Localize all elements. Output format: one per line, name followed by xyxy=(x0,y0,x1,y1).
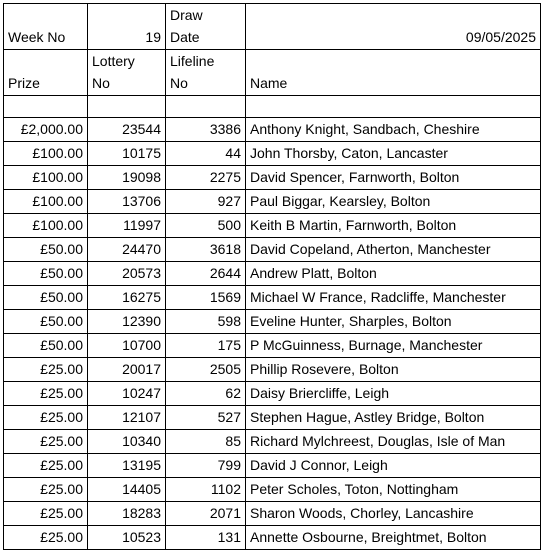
name-cell: David Spencer, Farnworth, Bolton xyxy=(246,166,541,190)
lottery-number-cell: 11997 xyxy=(88,214,166,238)
table-row xyxy=(4,334,541,358)
name-cell: Daisy Briercliffe, Leigh xyxy=(246,382,541,406)
name-cell: David J Connor, Leigh xyxy=(246,454,541,478)
prize-cell: £50.00 xyxy=(4,334,88,358)
lifeline-number-cell: 85 xyxy=(166,430,246,454)
prize-cell: £50.00 xyxy=(4,238,88,262)
name-cell: John Thorsby, Caton, Lancaster xyxy=(246,142,541,166)
results-table xyxy=(3,3,541,550)
lottery-number-cell: 13195 xyxy=(88,454,166,478)
prize-cell: £50.00 xyxy=(4,262,88,286)
name-cell: Andrew Platt, Bolton xyxy=(246,262,541,286)
prize-cell: £25.00 xyxy=(4,406,88,430)
prize-cell: £100.00 xyxy=(4,214,88,238)
name-cell: P McGuinness, Burnage, Manchester xyxy=(246,334,541,358)
name-cell: Sharon Woods, Chorley, Lancashire xyxy=(246,502,541,526)
prize-cell: £25.00 xyxy=(4,430,88,454)
column-header-prize: Prize xyxy=(4,50,88,96)
lifeline-number-cell: 598 xyxy=(166,310,246,334)
name-cell: Paul Biggar, Kearsley, Bolton xyxy=(246,190,541,214)
prize-cell: £50.00 xyxy=(4,310,88,334)
prize-cell: £25.00 xyxy=(4,382,88,406)
prize-cell: £25.00 xyxy=(4,358,88,382)
prize-cell: £50.00 xyxy=(4,286,88,310)
blank-row xyxy=(4,96,541,118)
lifeline-number-cell: 2505 xyxy=(166,358,246,382)
table-row xyxy=(4,286,541,310)
name-cell: Richard Mylchreest, Douglas, Isle of Man xyxy=(246,430,541,454)
lottery-number-cell: 23544 xyxy=(88,118,166,142)
lottery-number-cell: 12107 xyxy=(88,406,166,430)
column-header-lifeline xyxy=(166,50,246,96)
lifeline-number-cell: 2644 xyxy=(166,262,246,286)
lifeline-number-cell: 799 xyxy=(166,454,246,478)
lottery-number-cell: 18283 xyxy=(88,502,166,526)
table-row xyxy=(4,118,541,142)
lottery-number-cell: 13706 xyxy=(88,190,166,214)
prize-cell: £100.00 xyxy=(4,142,88,166)
blank-cell xyxy=(166,96,246,118)
column-header-lottery-line2: No xyxy=(92,75,110,91)
table-row xyxy=(4,478,541,502)
lifeline-number-cell: 927 xyxy=(166,190,246,214)
blank-cell xyxy=(4,96,88,118)
name-cell: Eveline Hunter, Sharples, Bolton xyxy=(246,310,541,334)
lottery-number-cell: 10175 xyxy=(88,142,166,166)
name-cell: Annette Osbourne, Breightmet, Bolton xyxy=(246,526,541,550)
table-row xyxy=(4,526,541,550)
lifeline-number-cell: 2275 xyxy=(166,166,246,190)
prize-cell: £25.00 xyxy=(4,526,88,550)
draw-date-value: 09/05/2025 xyxy=(246,4,541,50)
lottery-number-cell: 10247 xyxy=(88,382,166,406)
column-header-lifeline-line2: No xyxy=(170,75,188,91)
table-row xyxy=(4,310,541,334)
table-row xyxy=(4,382,541,406)
lottery-number-cell: 12390 xyxy=(88,310,166,334)
table-row xyxy=(4,142,541,166)
name-cell: David Copeland, Atherton, Manchester xyxy=(246,238,541,262)
lifeline-number-cell: 175 xyxy=(166,334,246,358)
blank-cell xyxy=(88,96,166,118)
table-row xyxy=(4,262,541,286)
prize-cell: £100.00 xyxy=(4,190,88,214)
lifeline-number-cell: 2071 xyxy=(166,502,246,526)
prize-cell: £25.00 xyxy=(4,454,88,478)
name-cell: Phillip Rosevere, Bolton xyxy=(246,358,541,382)
name-cell: Stephen Hague, Astley Bridge, Bolton xyxy=(246,406,541,430)
table-row xyxy=(4,358,541,382)
table-row xyxy=(4,502,541,526)
name-cell: Peter Scholes, Toton, Nottingham xyxy=(246,478,541,502)
name-cell: Michael W France, Radcliffe, Manchester xyxy=(246,286,541,310)
lottery-number-cell: 14405 xyxy=(88,478,166,502)
lottery-number-cell: 20573 xyxy=(88,262,166,286)
lifeline-number-cell: 527 xyxy=(166,406,246,430)
lifeline-number-cell: 500 xyxy=(166,214,246,238)
table-row xyxy=(4,190,541,214)
lottery-number-cell: 10523 xyxy=(88,526,166,550)
table-row xyxy=(4,406,541,430)
table-row xyxy=(4,238,541,262)
header-row-week xyxy=(4,4,541,50)
lifeline-number-cell: 3618 xyxy=(166,238,246,262)
header-row-columns xyxy=(4,50,541,96)
prize-cell: £100.00 xyxy=(4,166,88,190)
lifeline-number-cell: 131 xyxy=(166,526,246,550)
name-cell: Anthony Knight, Sandbach, Cheshire xyxy=(246,118,541,142)
lifeline-number-cell: 44 xyxy=(166,142,246,166)
lifeline-number-cell: 62 xyxy=(166,382,246,406)
lifeline-number-cell: 3386 xyxy=(166,118,246,142)
week-value: 19 xyxy=(88,4,166,50)
column-header-lifeline-line1: Lifeline xyxy=(170,53,215,69)
draw-date-label xyxy=(166,4,246,50)
table-row xyxy=(4,430,541,454)
lottery-number-cell: 24470 xyxy=(88,238,166,262)
lottery-number-cell: 10700 xyxy=(88,334,166,358)
column-header-name: Name xyxy=(246,50,541,96)
blank-cell xyxy=(246,96,541,118)
column-header-lottery-line1: Lottery xyxy=(92,53,135,69)
lifeline-number-cell: 1102 xyxy=(166,478,246,502)
prize-cell: £25.00 xyxy=(4,478,88,502)
table-row xyxy=(4,214,541,238)
prize-cell: £2,000.00 xyxy=(4,118,88,142)
draw-date-label-line1: Draw xyxy=(170,7,203,23)
table-row xyxy=(4,454,541,478)
name-cell: Keith B Martin, Farnworth, Bolton xyxy=(246,214,541,238)
lottery-number-cell: 20017 xyxy=(88,358,166,382)
lottery-number-cell: 10340 xyxy=(88,430,166,454)
prize-cell: £25.00 xyxy=(4,502,88,526)
lottery-number-cell: 19098 xyxy=(88,166,166,190)
week-label: Week No xyxy=(4,4,88,50)
table-row xyxy=(4,166,541,190)
draw-date-label-line2: Date xyxy=(170,29,200,45)
column-header-lottery xyxy=(88,50,166,96)
lottery-number-cell: 16275 xyxy=(88,286,166,310)
lifeline-number-cell: 1569 xyxy=(166,286,246,310)
